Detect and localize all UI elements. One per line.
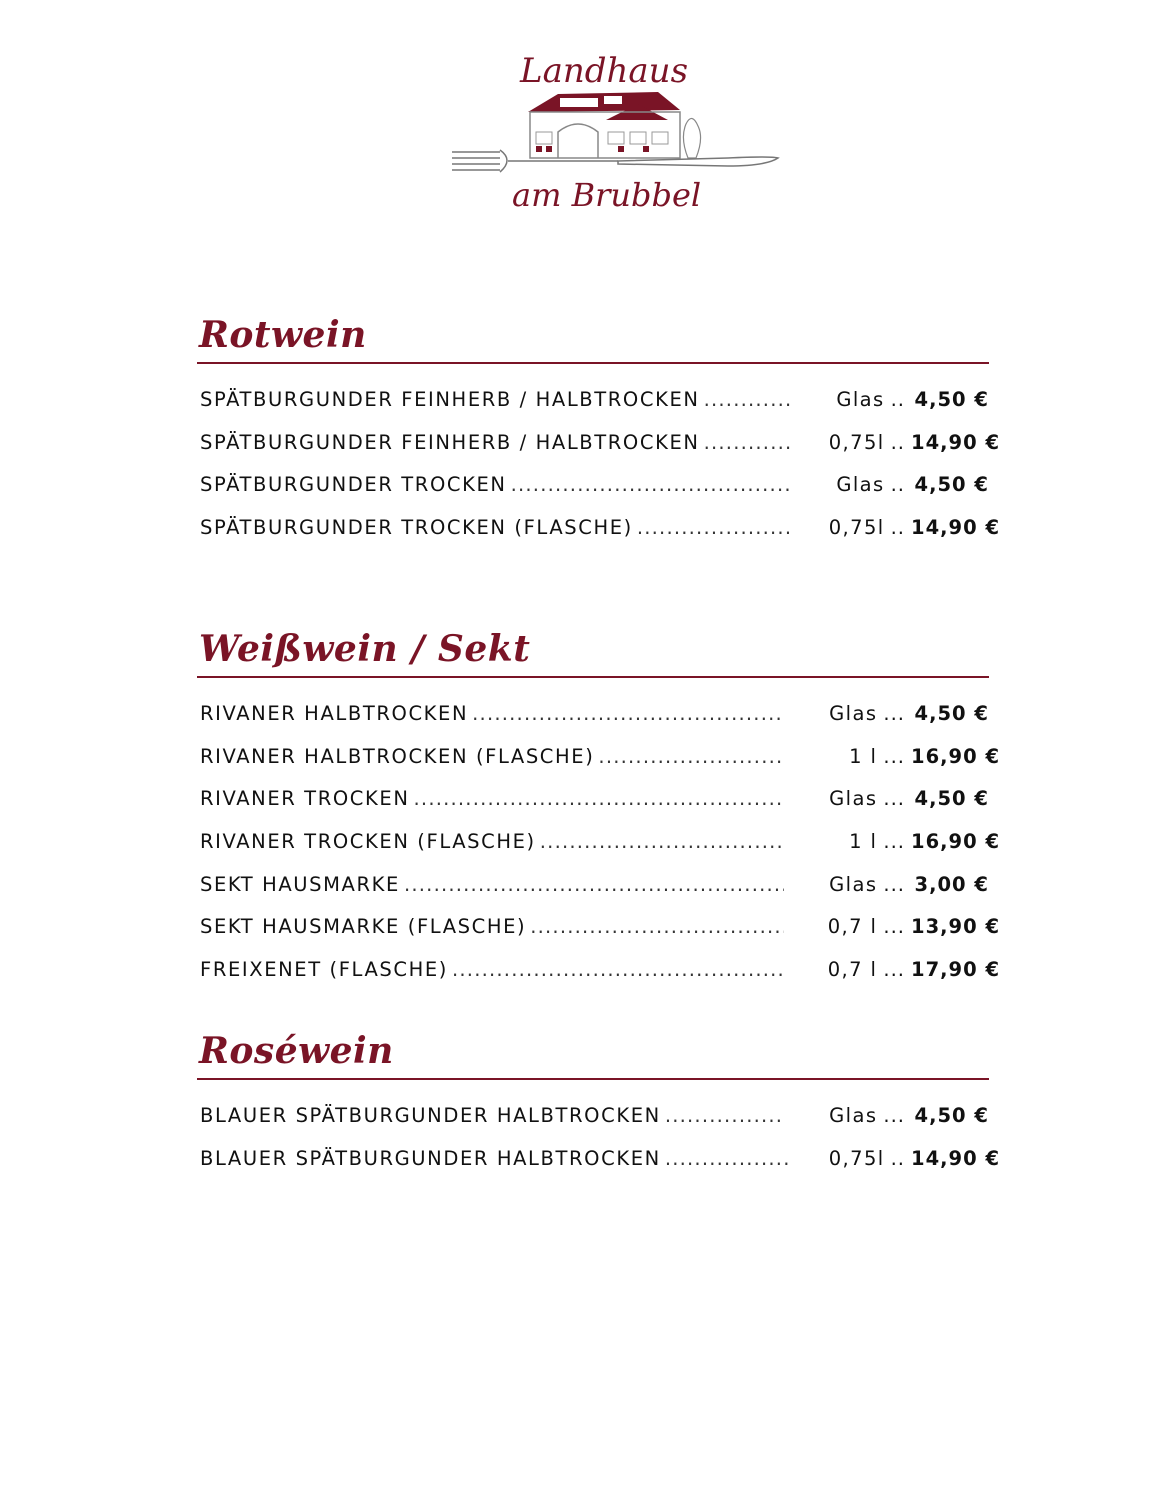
menu-item: [197, 830, 1001, 873]
restaurant-logo: [448, 46, 782, 216]
item-unit: Glas: [829, 702, 878, 725]
dot-leader: [452, 958, 784, 981]
menu-item: [197, 958, 1001, 1001]
menu-item: [197, 702, 989, 745]
item-sep: ..: [890, 1146, 905, 1170]
item-unit: 0,7 l: [827, 915, 878, 939]
dot-leader: [637, 516, 792, 539]
item-unit: 0,7 l: [827, 958, 878, 982]
item-price: 3,00 €: [914, 872, 989, 896]
item-unit: 1 l: [849, 744, 878, 768]
item-sep: ..: [890, 388, 905, 411]
section-title: Roséwein: [199, 1030, 394, 1072]
item-sep: ...: [883, 958, 905, 982]
section-divider: [197, 1078, 989, 1080]
item-name: SPÄTBURGUNDER FEINHERB / HALBTROCKEN: [200, 388, 700, 411]
item-sep: ...: [883, 702, 905, 725]
item-unit: Glas: [836, 473, 885, 497]
item-sep: ...: [883, 787, 905, 811]
item-sep: ...: [883, 744, 905, 768]
menu-list: [197, 702, 1001, 1001]
item-price: 14,90 €: [911, 430, 1001, 454]
item-unit: 1 l: [849, 830, 878, 854]
dot-leader: [404, 873, 784, 896]
item-name: BLAUER SPÄTBURGUNDER HALBTROCKEN: [200, 1146, 661, 1170]
logo-graphic: [448, 46, 782, 216]
dot-leader: [704, 431, 792, 454]
item-price: 14,90 €: [911, 516, 1001, 540]
menu-item: [197, 516, 1001, 559]
item-sep: ...: [883, 872, 905, 896]
item-sep: ..: [890, 473, 905, 497]
item-price: 14,90 €: [911, 1146, 1001, 1170]
item-name: SEKT HAUSMARKE: [200, 872, 400, 896]
menu-item: [197, 473, 989, 516]
item-name: RIVANER TROCKEN: [200, 787, 410, 811]
dot-leader: [665, 1147, 792, 1170]
item-name: SPÄTBURGUNDER FEINHERB / HALBTROCKEN: [200, 430, 700, 454]
item-sep: ...: [883, 915, 905, 939]
item-name: BLAUER SPÄTBURGUNDER HALBTROCKEN: [200, 1104, 661, 1127]
item-name: SPÄTBURGUNDER TROCKEN: [200, 473, 507, 497]
item-price: 16,90 €: [911, 830, 1001, 854]
item-price: 13,90 €: [911, 915, 1001, 939]
menu-item: [197, 1146, 1001, 1190]
fork-icon: [452, 150, 618, 172]
dot-leader: [540, 830, 785, 853]
menu-item: [197, 787, 989, 830]
item-unit: Glas: [829, 787, 878, 811]
menu-item: [197, 873, 989, 916]
dot-leader: [665, 1104, 785, 1127]
item-name: FREIXENET (FLASCHE): [200, 958, 448, 982]
dot-leader: [530, 915, 784, 938]
item-price: 17,90 €: [911, 958, 1001, 982]
dot-leader: [598, 745, 784, 768]
logo-text-top: Landhaus: [520, 51, 689, 91]
item-unit: 0,75l: [828, 516, 885, 540]
dot-leader: [472, 702, 784, 725]
menu-list: [197, 388, 1001, 559]
item-sep: ..: [890, 430, 905, 454]
item-sep: ...: [883, 830, 905, 854]
section-divider: [197, 676, 989, 678]
section-weisswein-sekt: [197, 628, 1001, 1001]
item-unit: Glas: [829, 1104, 878, 1127]
item-sep: ..: [890, 516, 905, 540]
logo-text-bottom: am Brubbel: [512, 176, 702, 214]
item-price: 16,90 €: [911, 744, 1001, 768]
item-price: 4,50 €: [914, 388, 989, 411]
item-name: SEKT HAUSMARKE (FLASCHE): [200, 915, 527, 939]
item-name: SPÄTBURGUNDER TROCKEN (FLASCHE): [200, 516, 633, 540]
dot-leader: [704, 388, 792, 411]
item-unit: 0,75l: [828, 430, 885, 454]
menu-item: [197, 915, 1001, 958]
menu-item: [197, 430, 1001, 474]
item-price: 4,50 €: [914, 787, 989, 811]
item-unit: Glas: [829, 872, 878, 896]
item-unit: Glas: [836, 388, 885, 411]
dot-leader: [414, 787, 785, 810]
tree-icon: [683, 118, 700, 158]
item-sep: ...: [883, 1104, 905, 1127]
item-price: 4,50 €: [914, 1104, 989, 1127]
section-title: Rotwein: [199, 314, 367, 356]
section-divider: [197, 362, 989, 364]
item-price: 4,50 €: [914, 473, 989, 497]
item-price: 4,50 €: [914, 702, 989, 725]
item-name: RIVANER HALBTROCKEN (FLASCHE): [200, 744, 595, 768]
menu-item: [197, 1104, 989, 1147]
menu-item: [197, 744, 1001, 788]
item-name: RIVANER TROCKEN (FLASCHE): [200, 830, 536, 854]
item-unit: 0,75l: [828, 1146, 885, 1170]
section-rotwein: [197, 314, 1001, 559]
dot-leader: [511, 473, 792, 496]
menu-list: [197, 1104, 1001, 1189]
menu-item: [197, 388, 989, 431]
item-name: RIVANER HALBTROCKEN: [200, 702, 469, 725]
section-title: Weißwein / Sekt: [199, 628, 531, 670]
section-rosewein: [197, 1030, 1001, 1189]
